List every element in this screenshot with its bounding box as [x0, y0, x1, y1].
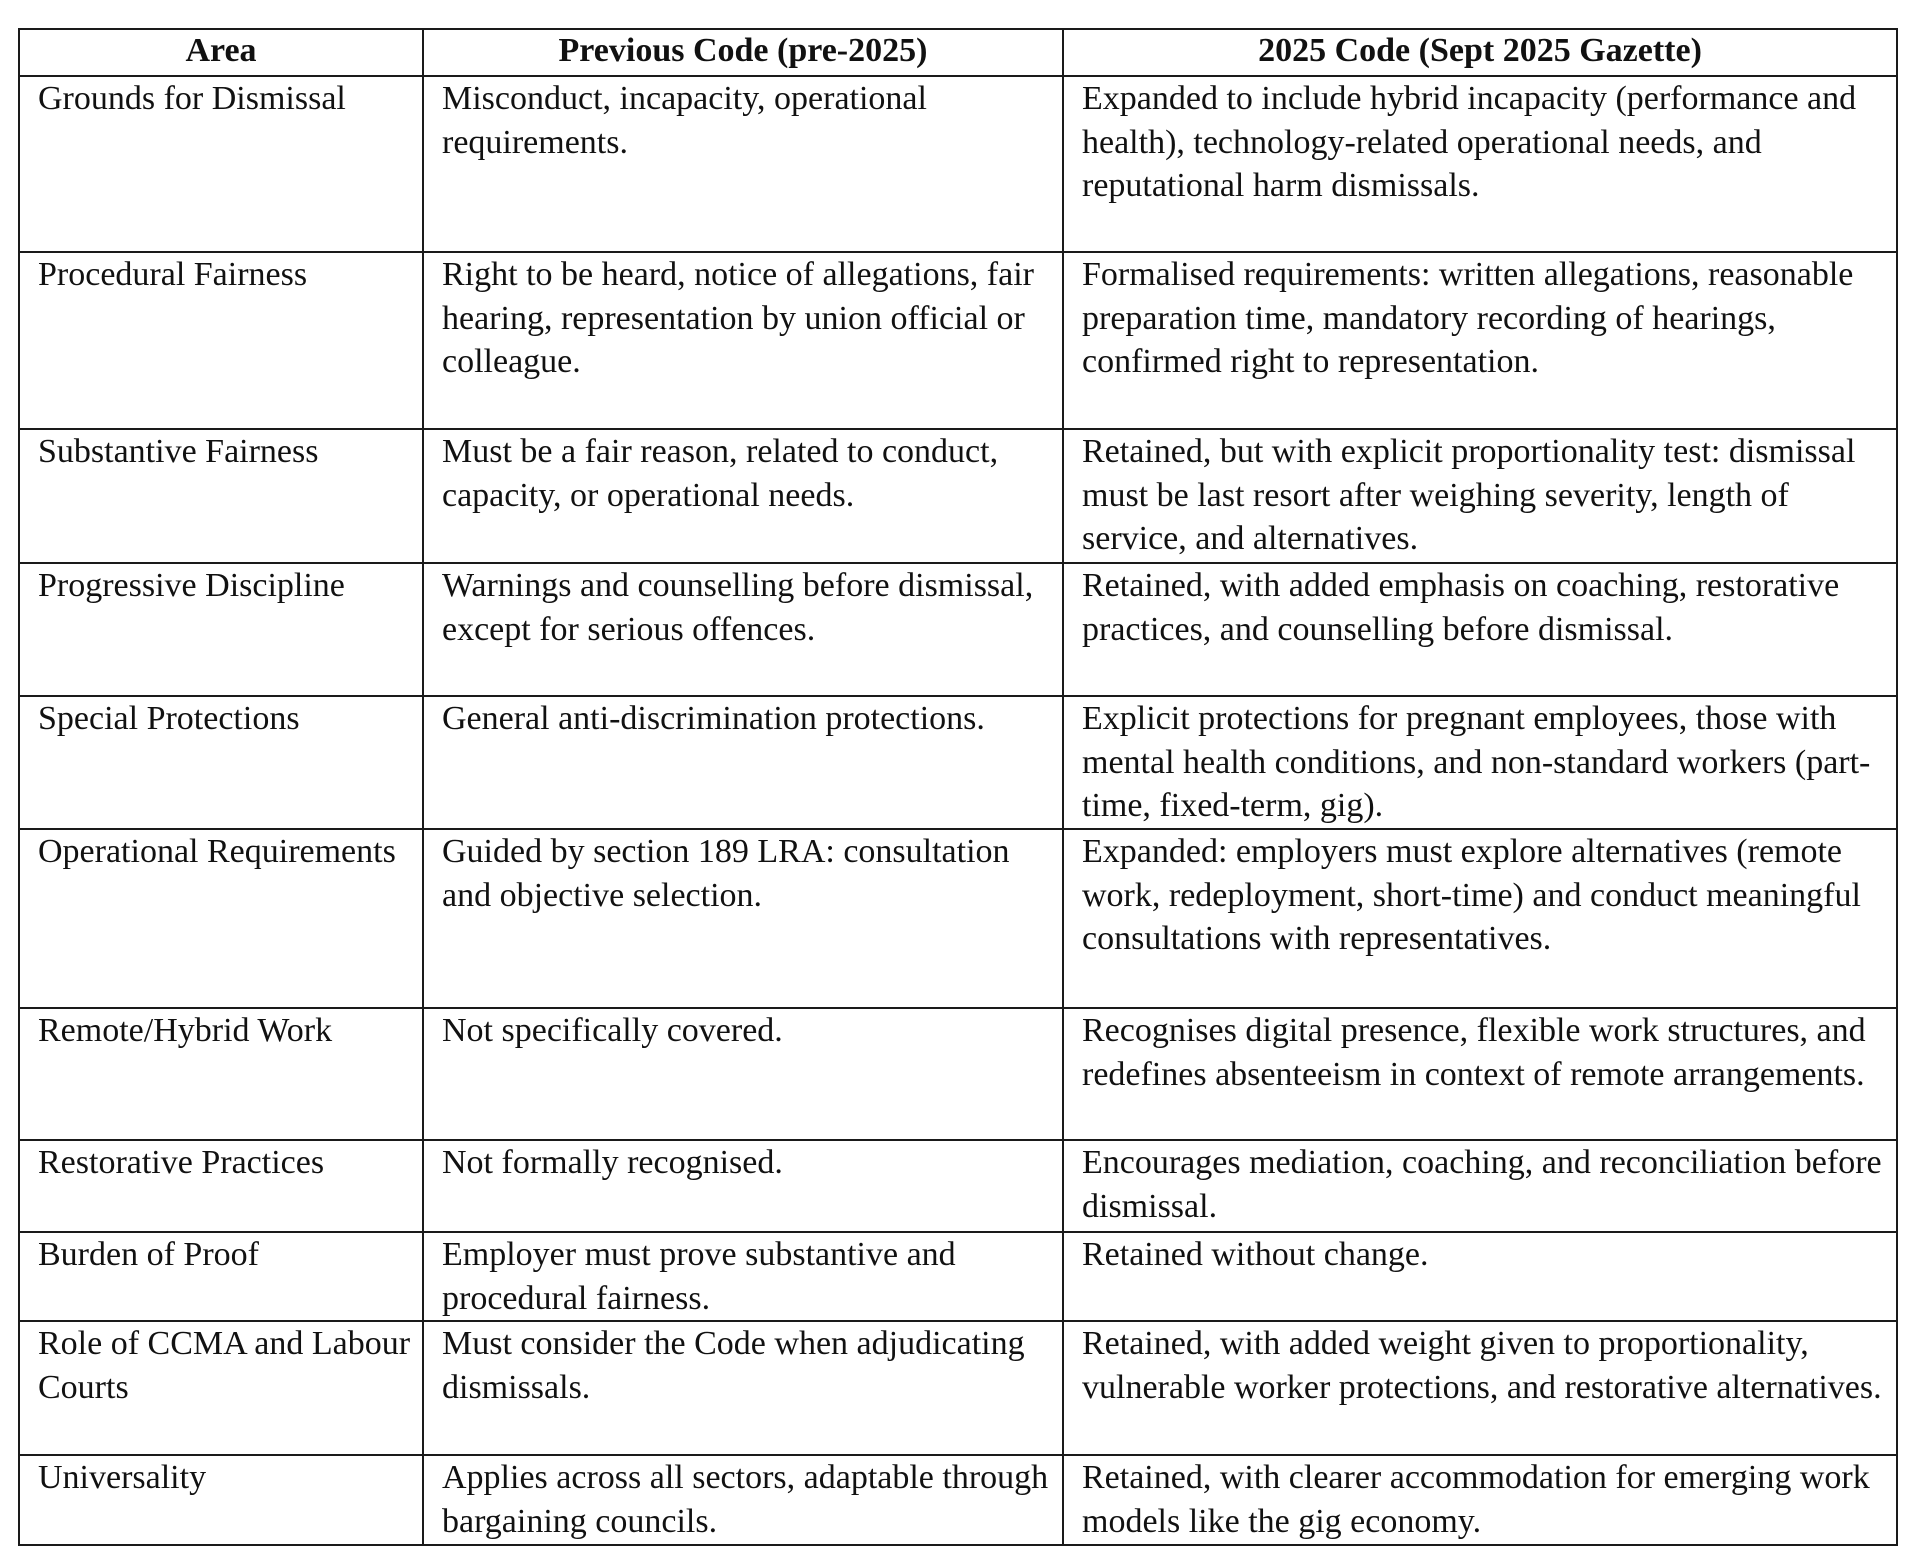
- cell-previous: Employer must prove substantive and procedural fairness.: [423, 1232, 1063, 1321]
- header-previous-code: Previous Code (pre-2025): [423, 29, 1063, 76]
- table-row: [19, 252, 1897, 429]
- cell-current: Retained, with added emphasis on coaching, restorative practices, and counselling before dismissal.: [1063, 563, 1897, 696]
- table-row: [19, 76, 1897, 252]
- table-row: [19, 1140, 1897, 1232]
- header-2025-code: 2025 Code (Sept 2025 Gazette): [1063, 29, 1897, 76]
- cell-area: Substantive Fairness: [19, 429, 423, 563]
- cell-current: Expanded to include hybrid incapacity (performance and health), technology-related operational needs, and reputational harm dismissals.: [1063, 76, 1897, 252]
- cell-area: Procedural Fairness: [19, 252, 423, 429]
- table-row: [19, 1232, 1897, 1321]
- cell-current: Retained, with clearer accommodation for emerging work models like the gig economy.: [1063, 1455, 1897, 1545]
- table-row: [19, 1321, 1897, 1455]
- cell-area: Remote/Hybrid Work: [19, 1008, 423, 1140]
- cell-previous: Guided by section 189 LRA: consultation and objective selection.: [423, 829, 1063, 1008]
- cell-previous: Must be a fair reason, related to conduct, capacity, or operational needs.: [423, 429, 1063, 563]
- table-row: [19, 696, 1897, 829]
- cell-current: Explicit protections for pregnant employees, those with mental health conditions, and non-standard workers (part-time, fixed-term, gig).: [1063, 696, 1897, 829]
- cell-current: Formalised requirements: written allegations, reasonable preparation time, mandatory recording of hearings, confirmed right to representation.: [1063, 252, 1897, 429]
- cell-area: Grounds for Dismissal: [19, 76, 423, 252]
- comparison-table: [18, 28, 1898, 1546]
- table-row: [19, 429, 1897, 563]
- header-area: Area: [19, 29, 423, 76]
- cell-previous: Applies across all sectors, adaptable through bargaining councils.: [423, 1455, 1063, 1545]
- cell-area: Role of CCMA and Labour Courts: [19, 1321, 423, 1455]
- table-row: [19, 1455, 1897, 1545]
- header-row: [19, 29, 1897, 76]
- cell-previous: Must consider the Code when adjudicating dismissals.: [423, 1321, 1063, 1455]
- cell-current: Expanded: employers must explore alternatives (remote work, redeployment, short-time) and conduct meaningful consultations with representatives.: [1063, 829, 1897, 1008]
- cell-area: Burden of Proof: [19, 1232, 423, 1321]
- cell-area: Universality: [19, 1455, 423, 1545]
- cell-current: Encourages mediation, coaching, and reconciliation before dismissal.: [1063, 1140, 1897, 1232]
- cell-previous: Not specifically covered.: [423, 1008, 1063, 1140]
- table-row: [19, 563, 1897, 696]
- cell-area: Operational Requirements: [19, 829, 423, 1008]
- cell-previous: Not formally recognised.: [423, 1140, 1063, 1232]
- cell-previous: General anti-discrimination protections.: [423, 696, 1063, 829]
- cell-previous: Warnings and counselling before dismissal, except for serious offences.: [423, 563, 1063, 696]
- cell-previous: Misconduct, incapacity, operational requirements.: [423, 76, 1063, 252]
- table-row: [19, 1008, 1897, 1140]
- cell-current: Retained, but with explicit proportionality test: dismissal must be last resort after weighing severity, length of service, and alternatives.: [1063, 429, 1897, 563]
- cell-current: Retained, with added weight given to proportionality, vulnerable worker protections, and restorative alternatives.: [1063, 1321, 1897, 1455]
- cell-current: Retained without change.: [1063, 1232, 1897, 1321]
- cell-area: Progressive Discipline: [19, 563, 423, 696]
- table-row: [19, 829, 1897, 1008]
- cell-previous: Right to be heard, notice of allegations, fair hearing, representation by union official or colleague.: [423, 252, 1063, 429]
- cell-current: Recognises digital presence, flexible work structures, and redefines absenteeism in context of remote arrangements.: [1063, 1008, 1897, 1140]
- cell-area: Restorative Practices: [19, 1140, 423, 1232]
- cell-area: Special Protections: [19, 696, 423, 829]
